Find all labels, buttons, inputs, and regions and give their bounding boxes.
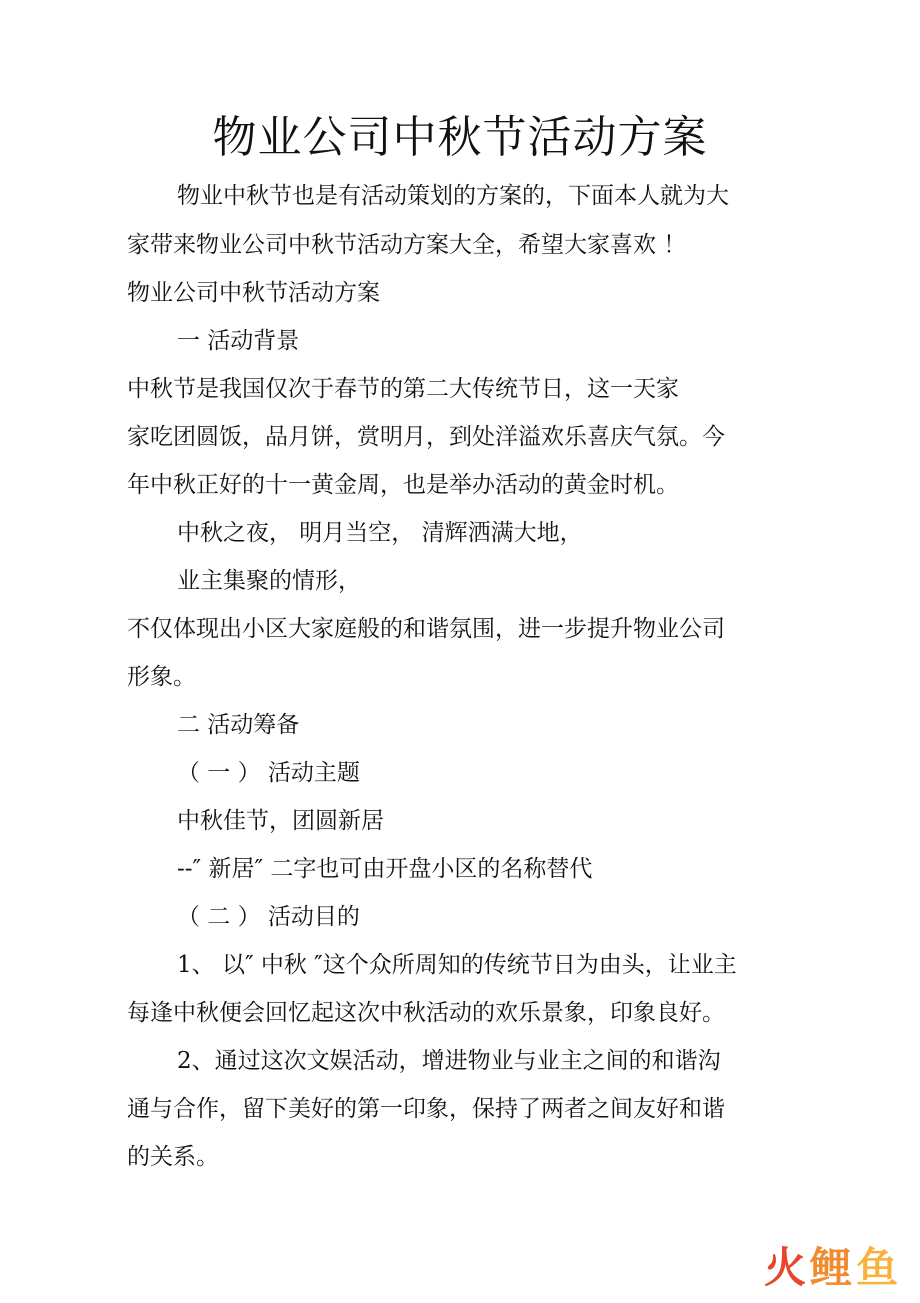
list-item-1: 1、 以″ 中秋 ″这个众所周知的传统节日为由头，让业主: [177, 952, 737, 978]
document-title: 物业公司中秋节活动方案: [212, 112, 708, 163]
paragraph-line: 年中秋正好的十一黄金周，也是举办活动的黄金时机。: [127, 472, 679, 498]
paragraph-line: 不仅体现出小区大家庭般的和谐氛围，进一步提升物业公司: [127, 616, 725, 642]
subheading-purpose: （ 二 ） 活动目的: [177, 904, 360, 930]
paragraph-line: 中秋佳节，团圆新居: [177, 808, 384, 834]
paragraph-line: 家吃团圆饭，品月饼，赏明月，到处洋溢欢乐喜庆气氛。今: [127, 424, 725, 450]
watermark-char: 鱼: [855, 1243, 898, 1292]
section-heading-background: 一 活动背景: [177, 328, 300, 354]
paragraph-line: --″ 新居″ 二字也可由开盘小区的名称替代: [177, 856, 593, 882]
subheading-theme: （ 一 ） 活动主题: [177, 760, 360, 786]
watermark-char: 火: [763, 1243, 806, 1292]
intro-line-2: 家带来物业公司中秋节活动方案大全，希望大家喜欢 ！: [127, 232, 687, 258]
list-item-1-cont: 每逢中秋便会回忆起这次中秋活动的欢乐景象，印象良好。: [127, 1000, 725, 1026]
subtitle-line: 物业公司中秋节活动方案: [127, 280, 380, 306]
intro-line-1: 物业中秋节也是有活动策划的方案的，下面本人就为大: [177, 183, 729, 209]
list-item-2-cont: 通与合作，留下美好的第一印象，保持了两者之间友好和谐: [127, 1096, 725, 1122]
watermark-char: 鲤: [809, 1243, 852, 1292]
paragraph-line: 中秋之夜， 明月当空， 清辉洒满大地，: [177, 520, 583, 546]
section-heading-preparation: 二 活动筹备: [177, 712, 300, 738]
paragraph-line: 形象。: [127, 664, 196, 690]
list-item-2-cont: 的关系。: [127, 1144, 219, 1170]
list-item-2: 2、通过这次文娱活动，增进物业与业主之间的和谐沟: [177, 1048, 721, 1074]
paragraph-line: 业主集聚的情形，: [177, 568, 361, 594]
paragraph-line: 中秋节是我国仅次于春节的第二大传统节日，这一天家: [127, 376, 679, 402]
watermark-logo: [764, 1243, 898, 1293]
